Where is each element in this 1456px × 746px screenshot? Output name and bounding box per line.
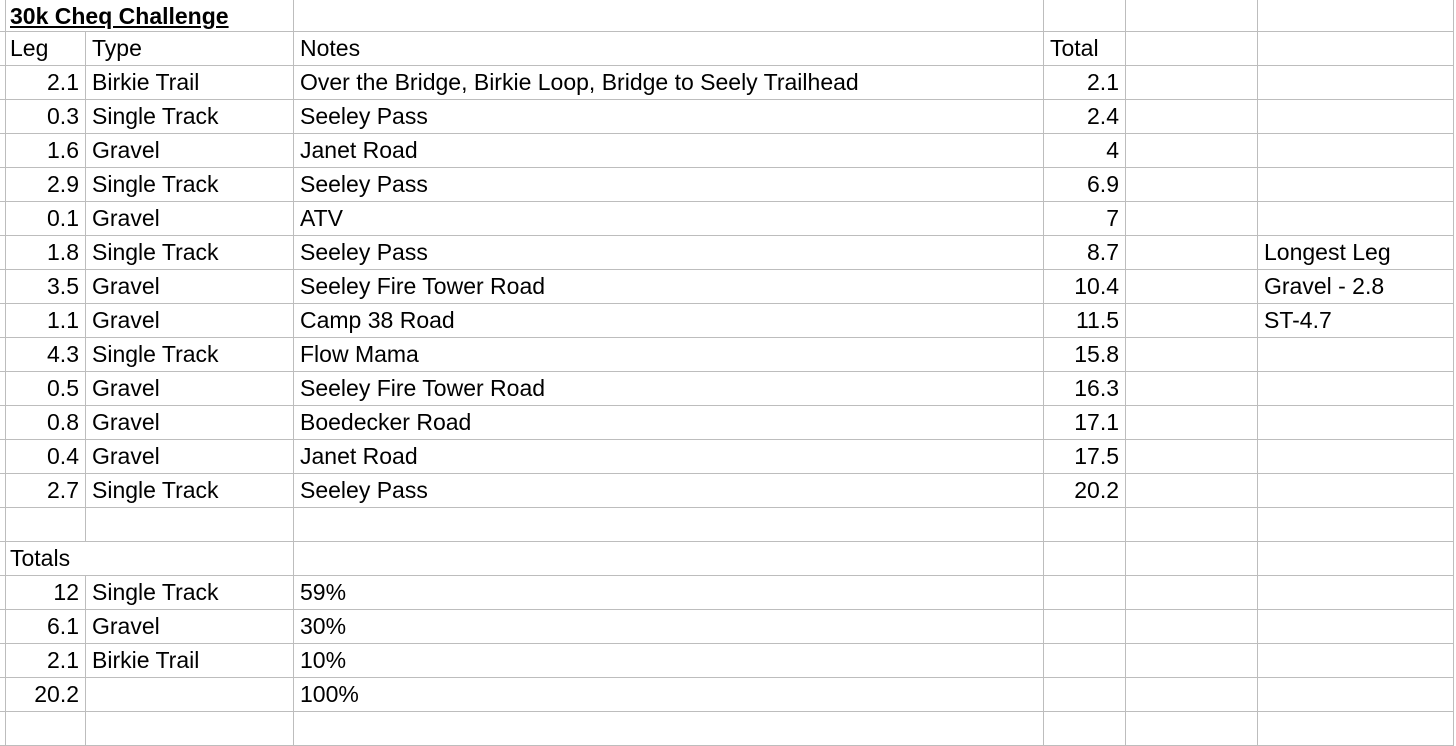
leg-distance[interactable]: 0.4	[6, 440, 86, 474]
leg-notes[interactable]: Seeley Pass	[294, 100, 1044, 134]
leg-running-total[interactable]: 17.1	[1044, 406, 1126, 440]
leg-notes[interactable]: Flow Mama	[294, 338, 1044, 372]
empty-cell[interactable]	[294, 0, 1044, 32]
leg-notes[interactable]: Seeley Pass	[294, 236, 1044, 270]
empty-cell[interactable]	[1258, 440, 1454, 474]
empty-cell[interactable]	[1044, 576, 1126, 610]
total-percent[interactable]: 10%	[294, 644, 1044, 678]
empty-cell[interactable]	[1126, 100, 1258, 134]
leg-type[interactable]: Single Track	[86, 236, 294, 270]
total-distance[interactable]: 20.2	[6, 678, 86, 712]
empty-cell[interactable]	[1126, 0, 1258, 32]
empty-cell[interactable]	[1126, 508, 1258, 542]
empty-cell[interactable]	[1258, 100, 1454, 134]
leg-notes[interactable]: Janet Road	[294, 134, 1044, 168]
total-percent[interactable]: 30%	[294, 610, 1044, 644]
total-percent[interactable]: 100%	[294, 678, 1044, 712]
empty-cell[interactable]	[1258, 610, 1454, 644]
empty-cell[interactable]	[1126, 678, 1258, 712]
leg-running-total[interactable]: 6.9	[1044, 168, 1126, 202]
leg-type[interactable]: Gravel	[86, 406, 294, 440]
empty-cell[interactable]	[1126, 542, 1258, 576]
empty-cell[interactable]	[1258, 0, 1454, 32]
side-note[interactable]: ST-4.7	[1258, 304, 1454, 338]
total-distance[interactable]: 2.1	[6, 644, 86, 678]
empty-cell[interactable]	[1044, 542, 1126, 576]
total-distance[interactable]: 6.1	[6, 610, 86, 644]
leg-distance[interactable]: 4.3	[6, 338, 86, 372]
empty-cell[interactable]	[1126, 644, 1258, 678]
leg-type[interactable]: Gravel	[86, 270, 294, 304]
leg-distance[interactable]: 0.3	[6, 100, 86, 134]
leg-distance[interactable]: 1.1	[6, 304, 86, 338]
leg-distance[interactable]: 2.9	[6, 168, 86, 202]
total-type[interactable]: Gravel	[86, 610, 294, 644]
empty-cell[interactable]	[1126, 610, 1258, 644]
total-type[interactable]: Single Track	[86, 576, 294, 610]
empty-cell[interactable]	[1126, 304, 1258, 338]
leg-distance[interactable]: 0.5	[6, 372, 86, 406]
empty-cell[interactable]	[86, 712, 294, 746]
leg-type[interactable]: Single Track	[86, 168, 294, 202]
total-type[interactable]	[86, 678, 294, 712]
leg-notes[interactable]: Camp 38 Road	[294, 304, 1044, 338]
empty-cell[interactable]	[1044, 644, 1126, 678]
header-leg[interactable]: Leg	[6, 32, 86, 66]
header-type[interactable]: Type	[86, 32, 294, 66]
empty-cell[interactable]	[1258, 202, 1454, 236]
empty-cell[interactable]	[1126, 406, 1258, 440]
leg-distance[interactable]: 3.5	[6, 270, 86, 304]
empty-cell[interactable]	[1126, 372, 1258, 406]
total-distance[interactable]: 12	[6, 576, 86, 610]
empty-cell[interactable]	[1044, 610, 1126, 644]
empty-cell[interactable]	[1258, 134, 1454, 168]
empty-cell[interactable]	[1258, 644, 1454, 678]
leg-type[interactable]: Gravel	[86, 134, 294, 168]
empty-cell[interactable]	[1126, 168, 1258, 202]
empty-cell[interactable]	[1258, 678, 1454, 712]
empty-cell[interactable]	[1258, 508, 1454, 542]
empty-cell[interactable]	[1126, 134, 1258, 168]
empty-cell[interactable]	[294, 542, 1044, 576]
leg-distance[interactable]: 1.6	[6, 134, 86, 168]
side-note[interactable]: Gravel - 2.8	[1258, 270, 1454, 304]
empty-cell[interactable]	[1044, 678, 1126, 712]
empty-cell[interactable]	[1126, 32, 1258, 66]
leg-notes[interactable]: Seeley Fire Tower Road	[294, 372, 1044, 406]
leg-type[interactable]: Gravel	[86, 440, 294, 474]
empty-cell[interactable]	[1126, 338, 1258, 372]
empty-cell[interactable]	[1258, 576, 1454, 610]
empty-cell[interactable]	[1126, 270, 1258, 304]
empty-cell[interactable]	[1126, 712, 1258, 746]
leg-running-total[interactable]: 4	[1044, 134, 1126, 168]
empty-cell[interactable]	[6, 508, 86, 542]
total-percent[interactable]: 59%	[294, 576, 1044, 610]
empty-cell[interactable]	[1044, 712, 1126, 746]
leg-notes[interactable]: Boedecker Road	[294, 406, 1044, 440]
leg-running-total[interactable]: 10.4	[1044, 270, 1126, 304]
empty-cell[interactable]	[1258, 66, 1454, 100]
side-note[interactable]: Longest Leg	[1258, 236, 1454, 270]
empty-cell[interactable]	[1258, 712, 1454, 746]
leg-distance[interactable]: 0.8	[6, 406, 86, 440]
sheet-title[interactable]: 30k Cheq Challenge	[6, 0, 294, 32]
leg-running-total[interactable]: 2.1	[1044, 66, 1126, 100]
leg-type[interactable]: Birkie Trail	[86, 66, 294, 100]
leg-type[interactable]: Gravel	[86, 304, 294, 338]
leg-running-total[interactable]: 7	[1044, 202, 1126, 236]
leg-type[interactable]: Single Track	[86, 100, 294, 134]
leg-running-total[interactable]: 8.7	[1044, 236, 1126, 270]
leg-running-total[interactable]: 17.5	[1044, 440, 1126, 474]
leg-type[interactable]: Gravel	[86, 202, 294, 236]
empty-cell[interactable]	[1126, 236, 1258, 270]
empty-cell[interactable]	[1258, 372, 1454, 406]
header-total[interactable]: Total	[1044, 32, 1126, 66]
empty-cell[interactable]	[1258, 474, 1454, 508]
empty-cell[interactable]	[294, 712, 1044, 746]
empty-cell[interactable]	[1126, 440, 1258, 474]
leg-notes[interactable]: Janet Road	[294, 440, 1044, 474]
empty-cell[interactable]	[86, 508, 294, 542]
empty-cell[interactable]	[1258, 168, 1454, 202]
leg-type[interactable]: Single Track	[86, 474, 294, 508]
empty-cell[interactable]	[6, 712, 86, 746]
leg-notes[interactable]: Over the Bridge, Birkie Loop, Bridge to Seely Trailhead	[294, 66, 1044, 100]
empty-cell[interactable]	[1044, 0, 1126, 32]
leg-distance[interactable]: 2.1	[6, 66, 86, 100]
empty-cell[interactable]	[1126, 474, 1258, 508]
empty-cell[interactable]	[1258, 542, 1454, 576]
total-type[interactable]: Birkie Trail	[86, 644, 294, 678]
leg-type[interactable]: Single Track	[86, 338, 294, 372]
empty-cell[interactable]	[1258, 406, 1454, 440]
leg-distance[interactable]: 0.1	[6, 202, 86, 236]
empty-cell[interactable]	[294, 508, 1044, 542]
leg-distance[interactable]: 1.8	[6, 236, 86, 270]
leg-running-total[interactable]: 2.4	[1044, 100, 1126, 134]
leg-running-total[interactable]: 16.3	[1044, 372, 1126, 406]
empty-cell[interactable]	[1126, 66, 1258, 100]
leg-running-total[interactable]: 11.5	[1044, 304, 1126, 338]
header-notes[interactable]: Notes	[294, 32, 1044, 66]
leg-notes[interactable]: ATV	[294, 202, 1044, 236]
empty-cell[interactable]	[1258, 338, 1454, 372]
leg-distance[interactable]: 2.7	[6, 474, 86, 508]
leg-type[interactable]: Gravel	[86, 372, 294, 406]
empty-cell[interactable]	[1258, 32, 1454, 66]
leg-notes[interactable]: Seeley Fire Tower Road	[294, 270, 1044, 304]
leg-notes[interactable]: Seeley Pass	[294, 474, 1044, 508]
leg-running-total[interactable]: 20.2	[1044, 474, 1126, 508]
empty-cell[interactable]	[1126, 202, 1258, 236]
totals-label[interactable]: Totals	[6, 542, 294, 576]
leg-running-total[interactable]: 15.8	[1044, 338, 1126, 372]
empty-cell[interactable]	[1044, 508, 1126, 542]
empty-cell[interactable]	[1126, 576, 1258, 610]
leg-notes[interactable]: Seeley Pass	[294, 168, 1044, 202]
